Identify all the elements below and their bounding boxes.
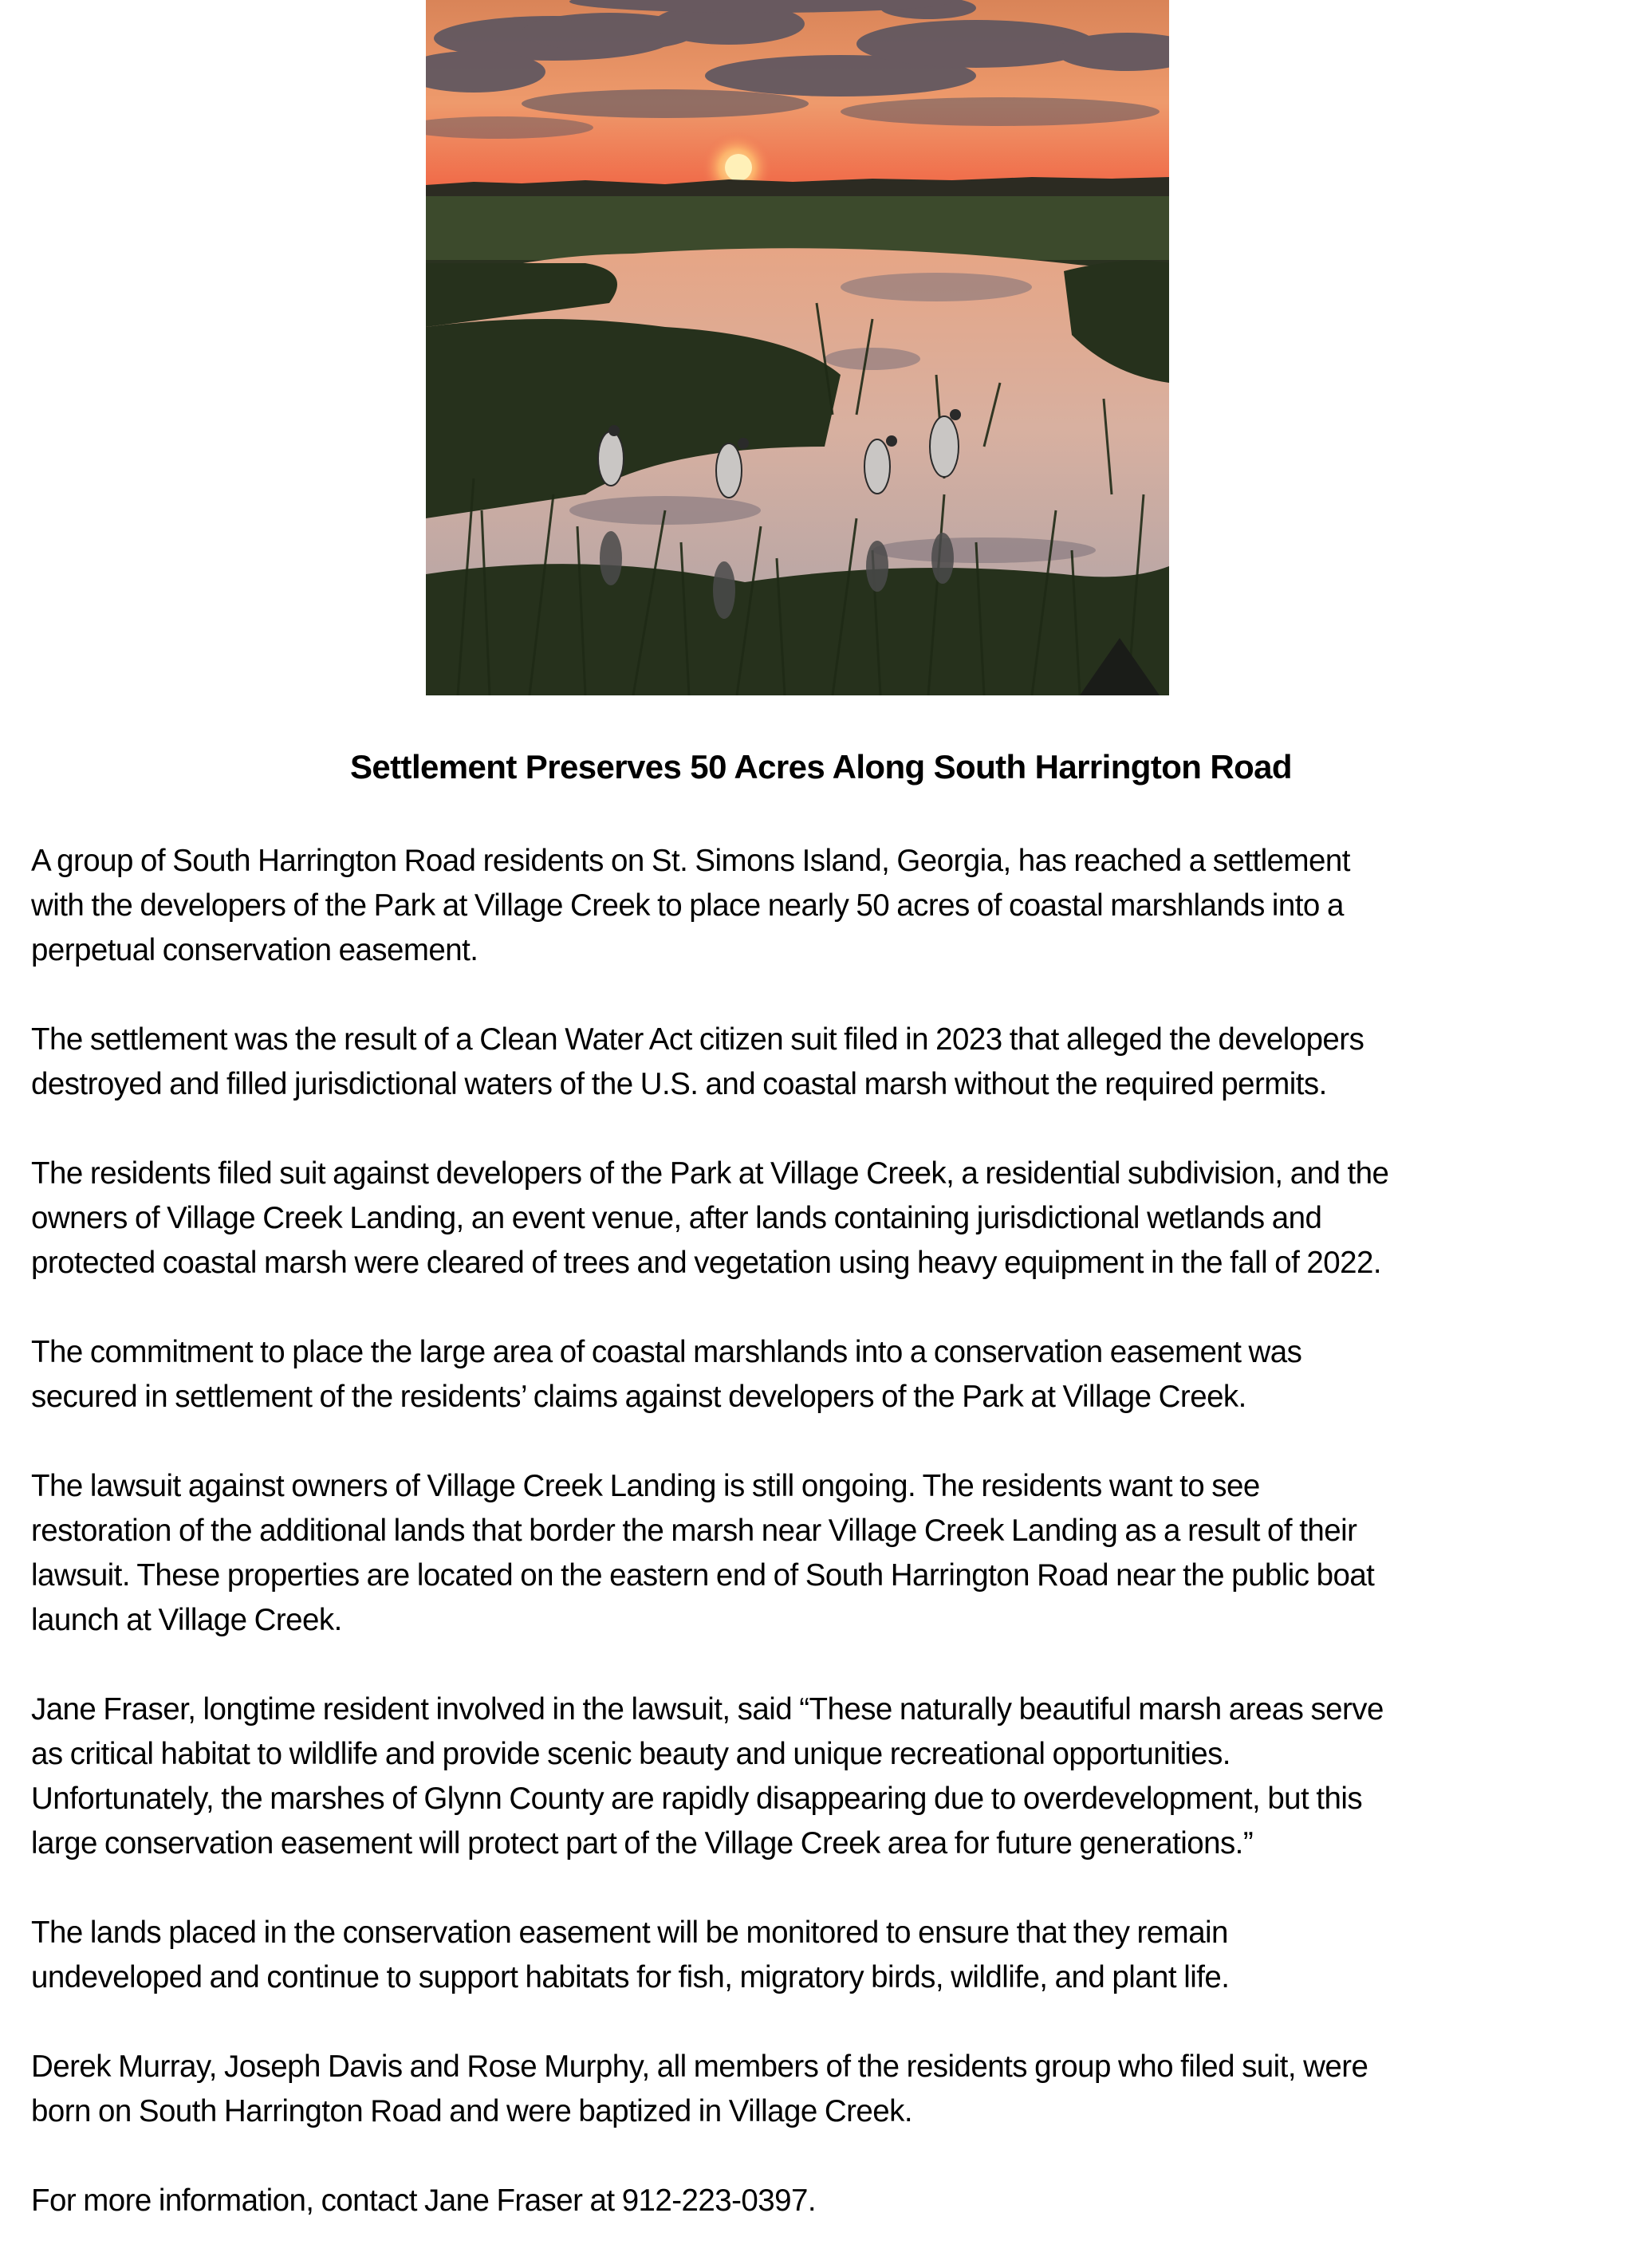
- paragraph-line: The lands placed in the conservation easement will be monitored to ensure that they remain: [31, 1916, 1228, 1950]
- paragraph-line: A group of South Harrington Road residents on St. Simons Island, Georgia, has reached a settlement: [31, 844, 1350, 878]
- paragraph-line: undeveloped and continue to support habitats for fish, migratory birds, wildlife, and plant life.: [31, 1960, 1230, 1994]
- paragraph-line: lawsuit. These properties are located on the eastern end of South Harrington Road near the public boat: [31, 1558, 1375, 1593]
- paragraph-line: The settlement was the result of a Clean Water Act citizen suit filed in 2023 that alleged the developers: [31, 1022, 1364, 1057]
- paragraph-line: The lawsuit against owners of Village Creek Landing is still ongoing. The residents want to see: [31, 1469, 1260, 1503]
- paragraph-line: The residents filed suit against developers of the Park at Village Creek, a residential subdivision, and the: [31, 1156, 1389, 1191]
- article-paragraph: [31, 1152, 1618, 1286]
- paragraph-line: The commitment to place the large area of coastal marshlands into a conservation easement was: [31, 1335, 1302, 1369]
- paragraph-line: large conservation easement will protect part of the Village Creek area for future generations.”: [31, 1826, 1254, 1860]
- paragraph-line: secured in settlement of the residents’ claims against developers of the Park at Village Creek.: [31, 1380, 1246, 1414]
- article-paragraph: [31, 1330, 1618, 1419]
- article-paragraph: [31, 1687, 1618, 1866]
- marsh-sunset-photo: [426, 0, 1169, 695]
- paragraph-line: perpetual conservation easement.: [31, 933, 478, 967]
- paragraph-line: owners of Village Creek Landing, an event venue, after lands containing jurisdictional wetlands and: [31, 1201, 1322, 1235]
- stork-1: [598, 431, 624, 486]
- marsh-sunset-illustration: [426, 0, 1169, 695]
- paragraph-line: For more information, contact Jane Fraser at 912-223-0397.: [31, 2183, 817, 2218]
- stork-3: [864, 439, 890, 494]
- stork-2: [716, 443, 742, 498]
- article-paragraph: [31, 839, 1618, 973]
- paragraph-line: restoration of the additional lands that border the marsh near Village Creek Landing as a result of their: [31, 1514, 1357, 1548]
- paragraph-line: launch at Village Creek.: [31, 1603, 342, 1637]
- article-headline: Settlement Preserves 50 Acres Along South Harrington Road: [350, 748, 1292, 786]
- paragraph-line: Jane Fraser, longtime resident involved in the lawsuit, said “These naturally beautiful marsh areas serve: [31, 1692, 1384, 1727]
- paragraph-line: Unfortunately, the marshes of Glynn County are rapidly disappearing due to overdevelopment, but this: [31, 1782, 1363, 1816]
- paragraph-line: born on South Harrington Road and were baptized in Village Creek.: [31, 2094, 912, 2128]
- sun: [725, 154, 752, 181]
- paragraph-line: destroyed and filled jurisdictional waters of the U.S. and coastal marsh without the required permits.: [31, 1067, 1327, 1101]
- article-paragraph: [31, 2045, 1618, 2134]
- article-paragraph: [31, 1911, 1618, 2000]
- article-body: [31, 839, 1618, 2268]
- article-paragraph: [31, 2179, 1618, 2223]
- paragraph-line: as critical habitat to wildlife and provide scenic beauty and unique recreational opportunities.: [31, 1737, 1231, 1771]
- article-paragraph: [31, 1018, 1618, 1107]
- stork-4: [930, 416, 959, 477]
- paragraph-line: protected coastal marsh were cleared of trees and vegetation using heavy equipment in the fall of 2022.: [31, 1246, 1382, 1280]
- paragraph-line: with the developers of the Park at Village Creek to place nearly 50 acres of coastal marshlands into a: [31, 888, 1344, 923]
- paragraph-line: Derek Murray, Joseph Davis and Rose Murphy, all members of the residents group who filed suit, were: [31, 2049, 1368, 2084]
- article-paragraph: [31, 1464, 1618, 1643]
